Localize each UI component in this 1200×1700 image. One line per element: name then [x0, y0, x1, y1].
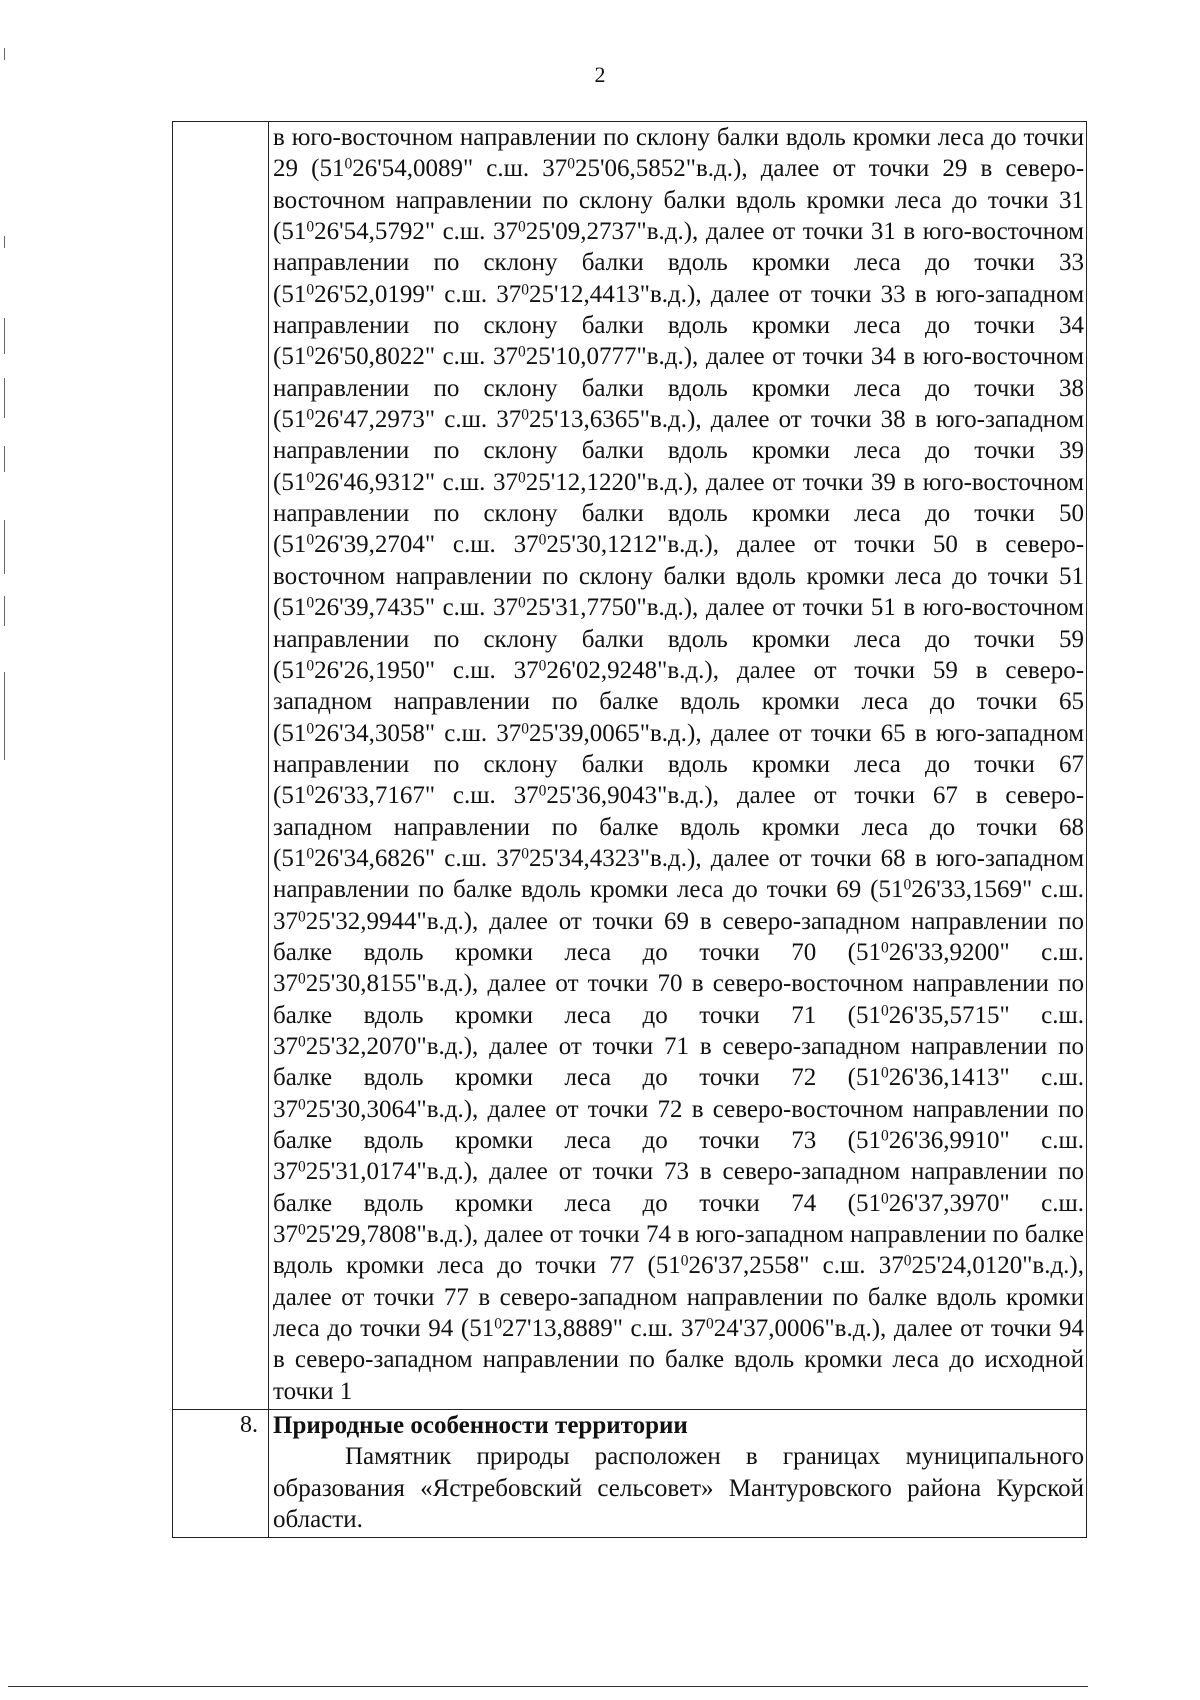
degree-mark: 0	[306, 469, 315, 487]
longitude-rest: 25'36,9043"в.д.), далее от точки 67	[546, 782, 958, 810]
degree-mark: 0	[881, 1127, 889, 1145]
degree-mark: 0	[903, 876, 912, 894]
latitude-rest: 26'34,6826" с.ш.	[314, 844, 488, 872]
longitude-rest: 25'09,2737"в.д.), далее от точки 31	[525, 218, 896, 246]
segment-lead: в северо-западном направлении по балке вдоль кромки леса до точки 72	[273, 1032, 1085, 1092]
degree-mark: 0	[298, 1096, 306, 1114]
longitude-rest: 25'32,2070"в.д.), далее от точки 71	[305, 1032, 690, 1060]
latitude-rest: 26'54,5792" с.ш.	[314, 218, 486, 246]
latitude-rest: 26'35,5715" с.ш.	[888, 1001, 1084, 1029]
degree-mark: 0	[306, 532, 315, 550]
longitude-degrees: 37	[496, 719, 522, 747]
latitude-degrees: 51	[281, 656, 307, 684]
latitude-degrees: 51	[878, 876, 904, 904]
degree-mark: 0	[521, 281, 530, 299]
section-title: Природные особенности территории	[273, 1412, 688, 1440]
degree-mark: 0	[518, 469, 526, 487]
segment-lead: в северо-западном направлении по балке вдоль кромки леса до точки 65	[273, 656, 1085, 716]
latitude-degrees: 51	[281, 218, 307, 246]
segment-lead: в юго-восточном направлении по склону балки вдоль кромки леса до точки 29	[273, 124, 1084, 183]
longitude-rest: 25'12,4413"в.д.), далее от точки 33	[529, 280, 906, 308]
segment-lead: в юго-восточном направлении по склону балки вдоль кромки леса до точки 59	[273, 594, 1085, 653]
section-body: Памятник природы расположен в границах муниципального образования «Ястребовский сельсовет» Мантуровского района Курской области.	[273, 1443, 1084, 1534]
degree-mark: 0	[881, 1064, 889, 1082]
longitude-degrees: 37	[496, 844, 522, 872]
longitude-degrees: 37	[493, 343, 518, 371]
latitude-degrees: 51	[281, 719, 307, 747]
longitude-degrees: 37	[273, 970, 298, 998]
longitude-degrees: 37	[680, 1315, 706, 1343]
latitude-rest: 26'39,2704" с.ш.	[314, 531, 496, 559]
latitude-degrees: 51	[281, 343, 307, 371]
latitude-degrees: 51	[281, 782, 307, 810]
degree-mark: 0	[306, 218, 315, 236]
longitude-rest: 25'31,0174"в.д.), далее от точки 73	[305, 1158, 690, 1186]
longitude-rest: 25'30,3064"в.д.), далее от точки 72	[305, 1095, 683, 1123]
segment-lead: в северо-западном направлении по балке вдоль кромки леса до точки 70	[273, 907, 1085, 966]
degree-mark: 0	[306, 281, 315, 299]
longitude-degrees: 37	[878, 1252, 904, 1280]
latitude-rest: 26'26,1950" с.ш.	[314, 656, 496, 684]
degree-mark: 0	[306, 594, 315, 612]
degree-mark: 0	[903, 1252, 912, 1270]
segment-lead: в юго-западном направлении по склону балки вдоль кромки леса до точки 67	[273, 719, 1085, 778]
longitude-rest: 26'02,9248"в.д.), далее от точки 59	[546, 656, 958, 684]
longitude-rest: 25'31,7750"в.д.), далее от точки 51	[525, 594, 896, 622]
degree-mark: 0	[538, 532, 547, 550]
latitude-degrees: 51	[281, 844, 307, 872]
longitude-degrees: 37	[513, 656, 539, 684]
degree-mark: 0	[306, 782, 315, 800]
degree-mark: 0	[521, 406, 530, 424]
degree-mark: 0	[567, 155, 576, 173]
latitude-degrees: 51	[281, 280, 307, 308]
segment-lead: в северо-восточном направлении по балке вдоль кромки леса до точки 71	[273, 970, 1085, 1029]
degree-mark: 0	[306, 406, 315, 424]
latitude-rest: 26'50,8022" с.ш.	[314, 343, 486, 371]
latitude-rest: 26'33,9200" с.ш.	[888, 938, 1084, 966]
latitude-rest: 26'46,9312" с.ш.	[314, 468, 486, 496]
segment-lead: в юго-западном направлении по балке вдоль кромки леса до точки 77	[273, 1221, 1085, 1280]
segment-lead: в северо-восточном направлении по склону балки вдоль кромки леса до точки 31	[273, 155, 1085, 214]
segment-lead: в северо-западном направлении по балке вдоль кромки леса до точки 94	[273, 1283, 1084, 1343]
degree-mark: 0	[518, 594, 526, 612]
degree-mark: 0	[705, 1315, 714, 1333]
latitude-degrees: 51	[281, 406, 307, 434]
page-number: 2	[594, 62, 606, 87]
degree-mark: 0	[538, 657, 547, 675]
footer-rule	[8, 1686, 1088, 1687]
longitude-rest: 25'10,0777"в.д.), далее от точки 34	[525, 343, 896, 371]
latitude-rest: 26'36,1413" с.ш.	[888, 1064, 1084, 1092]
degree-mark: 0	[521, 720, 530, 738]
longitude-degrees: 37	[273, 1221, 298, 1249]
longitude-degrees: 37	[493, 218, 518, 246]
boundary-table	[172, 121, 1087, 1538]
latitude-rest: 26'39,7435" с.ш.	[314, 594, 486, 622]
segment-lead: в юго-восточном направлении по склону балки вдоль кромки леса до точки 38	[273, 343, 1085, 402]
row-number-cell: 8.	[173, 1410, 269, 1538]
segment-lead: в северо-западном направлении по балке вдоль кромки леса до точки 74	[273, 1158, 1085, 1217]
latitude-degrees: 51	[655, 1252, 681, 1280]
longitude-rest: 25'12,1220"в.д.), далее от точки 39	[525, 468, 896, 496]
segment-lead: в юго-западном направлении по склону балки вдоль кромки леса до точки 39	[273, 406, 1085, 465]
latitude-degrees: 51	[856, 1064, 881, 1092]
degree-mark: 0	[518, 218, 526, 236]
longitude-rest: 24'37,0006"в.д.), далее от точки 94	[713, 1315, 1085, 1343]
latitude-degrees: 51	[469, 1315, 495, 1343]
longitude-degrees: 37	[513, 782, 539, 810]
longitude-degrees: 37	[496, 406, 522, 434]
latitude-rest: 26'37,2558" с.ш.	[688, 1252, 866, 1280]
longitude-rest: 25'34,4323"в.д.), далее от точки 68	[529, 844, 906, 872]
longitude-degrees: 37	[513, 531, 539, 559]
degree-mark: 0	[298, 908, 306, 926]
latitude-rest: 26'37,3970" с.ш.	[888, 1189, 1084, 1217]
longitude-rest: 25'30,1212"в.д.), далее от точки 50	[546, 531, 958, 559]
segment-lead: в северо-восточном направлении по балке вдоль кромки леса до точки 73	[273, 1095, 1085, 1154]
route-description-cell	[269, 122, 1087, 1410]
longitude-rest: 25'39,0065"в.д.), далее от точки 65	[529, 719, 906, 747]
degree-mark: 0	[538, 782, 547, 800]
degree-mark: 0	[494, 1315, 502, 1333]
longitude-rest: 25'29,7808"в.д.), далее от точки 74	[305, 1221, 672, 1249]
route-closing: в северо-западном направлении по балке вдоль кромки леса до исходной точки 1	[273, 1346, 1084, 1405]
longitude-degrees: 37	[273, 1032, 298, 1060]
latitude-degrees: 51	[281, 468, 307, 496]
longitude-degrees: 37	[493, 594, 518, 622]
segment-lead: в юго-западном направлении по балке вдоль кромки леса до точки 69	[273, 844, 1085, 904]
table-row	[173, 1410, 1087, 1538]
degree-mark: 0	[518, 343, 526, 361]
segment-lead: в северо-восточном направлении по склону балки вдоль кромки леса до точки 51	[273, 531, 1085, 590]
degree-mark: 0	[298, 970, 306, 988]
latitude-degrees: 51	[856, 1127, 881, 1154]
latitude-degrees: 51	[856, 1001, 881, 1029]
longitude-degrees: 37	[273, 907, 298, 935]
latitude-rest: 26'36,9910" с.ш.	[888, 1127, 1084, 1154]
latitude-rest: 27'13,8889" с.ш.	[501, 1315, 674, 1343]
longitude-degrees: 37	[542, 155, 568, 183]
latitude-degrees: 51	[319, 155, 345, 183]
latitude-degrees: 51	[856, 938, 881, 966]
longitude-degrees: 37	[273, 1158, 298, 1186]
latitude-rest: 26'33,1569" с.ш.	[911, 876, 1084, 904]
longitude-rest: 25'30,8155"в.д.), далее от точки 70	[305, 970, 683, 998]
degree-mark: 0	[344, 155, 353, 173]
segment-lead: в северо-западном направлении по балке вдоль кромки леса до точки 68	[273, 782, 1085, 841]
degree-mark: 0	[306, 845, 315, 863]
longitude-rest: 25'13,6365"в.д.), далее от точки 38	[529, 406, 906, 434]
longitude-degrees: 37	[496, 280, 522, 308]
longitude-rest: 25'24,0120"в.д.), далее от точки 77	[273, 1252, 1084, 1311]
degree-mark: 0	[680, 1252, 689, 1270]
segment-lead: в юго-восточном направлении по склону балки вдоль кромки леса до точки 33	[273, 218, 1085, 277]
latitude-rest: 26'33,7167" с.ш.	[314, 782, 496, 810]
latitude-degrees: 51	[856, 1189, 881, 1217]
latitude-degrees: 51	[281, 594, 307, 622]
table-row	[173, 122, 1087, 1410]
degree-mark: 0	[298, 1033, 306, 1051]
longitude-degrees: 37	[273, 1095, 298, 1123]
degree-mark: 0	[521, 845, 530, 863]
segment-lead: в юго-западном направлении по склону балки вдоль кромки леса до точки 34	[273, 280, 1085, 340]
degree-mark: 0	[306, 720, 315, 738]
route-description-text: в юго-восточном направлении по склону балки вдоль кромки леса до точки 29 ($51^026'54,0089$" с.ш. $37^025'06,5852"в.д$.), далее от точки 29 в северо-восточном направлении по склону балки вдоль кромки леса до точки 31 ($51^026'54,5792$" с.ш. $37^025'09,2737"в.д$.), далее от точки 31 в юго-восточном направлении по склону балки вдоль кромки леса до точки 33 ($51^026'52,0199$" с.ш. $37^025'12,4413"в.д$.), далее от точки 33 в юго-западном направлении по склону балки вдоль кромки леса до точки 34 ($51^026'50,8022$" с.ш. $37^025'10,0777"в.д$.), далее от точки 34 в юго-восточном направлении по склону балки вдоль кромки леса до точки 38 ($51^026'47,2973$" с.ш. $37^025'13,6365"в.д$.), далее от точки 38 в юго-западном направлении по склону балки вдоль кромки леса до точки 39 ($51^026'46,9312$" с.ш. $37^025'12,1220"в.д$.), далее от точки 39 в юго-восточном направлении по склону балки вдоль кромки леса до точки 50 ($51^026'39,2704$" с.ш. $37^025'30,1212"в.д$.), далее от точки 50 в северо-восточном направлении по склону балки вдоль кромки леса до точки 51 ($51^026'39,7435$" с.ш. $37^025'31,7750"в.д$.), далее от точки 51 в юго-восточном направлении по склону балки вдоль кромки леса до точки 59 ($51^026'26,1950$" с.ш. $37^026'02,9248"в.д$.), далее от точки 59 в северо-западном направлении по балке вдоль кромки леса до точки 65 ($51^026'34,3058$" с.ш. $37^025'39,0065"в.д$.), далее от точки 65 в юго-западном направлении по склону балки вдоль кромки леса до точки 67 ($51^026'33,7167$" с.ш. $37^025'36,9043"в.д$.), далее от точки 67 в северо-западном направлении по балке вдоль кромки леса до точки 68 ($51^026'34,6826$" с.ш. $37^025'34,4323"в.д$.), далее от точки 68 в юго-западном направлении по балке вдоль кромки леса до точки 69 ($51^026'33,1569$" с.ш. $37^025'32,9944"в.д$.), далее от точки 69 в северо-западном направлении по балке вдоль кромки леса до точки 70 ($51^026'33,9200$" с.ш. $37^025'30,8155"в.д$.), далее от точки 70 в северо-восточном направлении по балке вдоль кромки леса до точки 71 ($51^026'35,5715$" с.ш. $37^025'32,2070"в.д$.), далее от точки 71 в северо-западном направлении по балке вдоль кромки леса до точки 72 ($51^026'36,1413$" с.ш. $37^025'30,3064"в.д$.), далее от точки 72 в северо-восточном направлении по балке вдоль кромки леса до точки 73 ($51^026'36,9910$" с.ш. $37^025'31,0174"в.д$.), далее от точки 73 в северо-западном направлении по балке вдоль кромки леса до точки 74 ($51^026'37,3970$" с.ш. $37^025'29,7808"в.д$.), далее от точки 74 в юго-западном направлении по балке вдоль кромки леса до точки 77 ($51^026'37,2558$" с.ш. $37^025'24,0120"в.д$.), далее от точки 77 в северо-западном направлении по балке вдоль кромки леса до точки 94 ($51^027'13,8889$" с.ш. $37^024'37,0006"в.д$.), далее от точки 94 в северо-западном направлении по балке вдоль кромки леса до исходной точки 1	[273, 124, 1085, 1405]
longitude-rest: 25'32,9944"в.д.), далее от точки 69	[305, 907, 690, 935]
natural-features-cell	[269, 1410, 1087, 1538]
latitude-rest: 26'47,2973" с.ш.	[314, 406, 488, 434]
degree-mark: 0	[298, 1158, 306, 1176]
latitude-degrees: 51	[281, 531, 307, 559]
longitude-degrees: 37	[493, 468, 518, 496]
longitude-rest: 25'06,5852"в.д.), далее от точки 29	[575, 155, 968, 183]
degree-mark: 0	[881, 1190, 889, 1208]
degree-mark: 0	[306, 657, 315, 675]
degree-mark: 0	[881, 1002, 889, 1020]
latitude-rest: 26'34,3058" с.ш.	[314, 719, 488, 747]
latitude-rest: 26'54,0089" с.ш.	[352, 155, 530, 183]
degree-mark: 0	[298, 1221, 306, 1239]
latitude-rest: 26'52,0199" с.ш.	[314, 280, 488, 308]
degree-mark: 0	[306, 343, 315, 361]
row-number-cell-empty	[173, 122, 269, 1410]
degree-mark: 0	[881, 939, 889, 957]
segment-lead: в юго-восточном направлении по склону балки вдоль кромки леса до точки 50	[273, 468, 1085, 528]
